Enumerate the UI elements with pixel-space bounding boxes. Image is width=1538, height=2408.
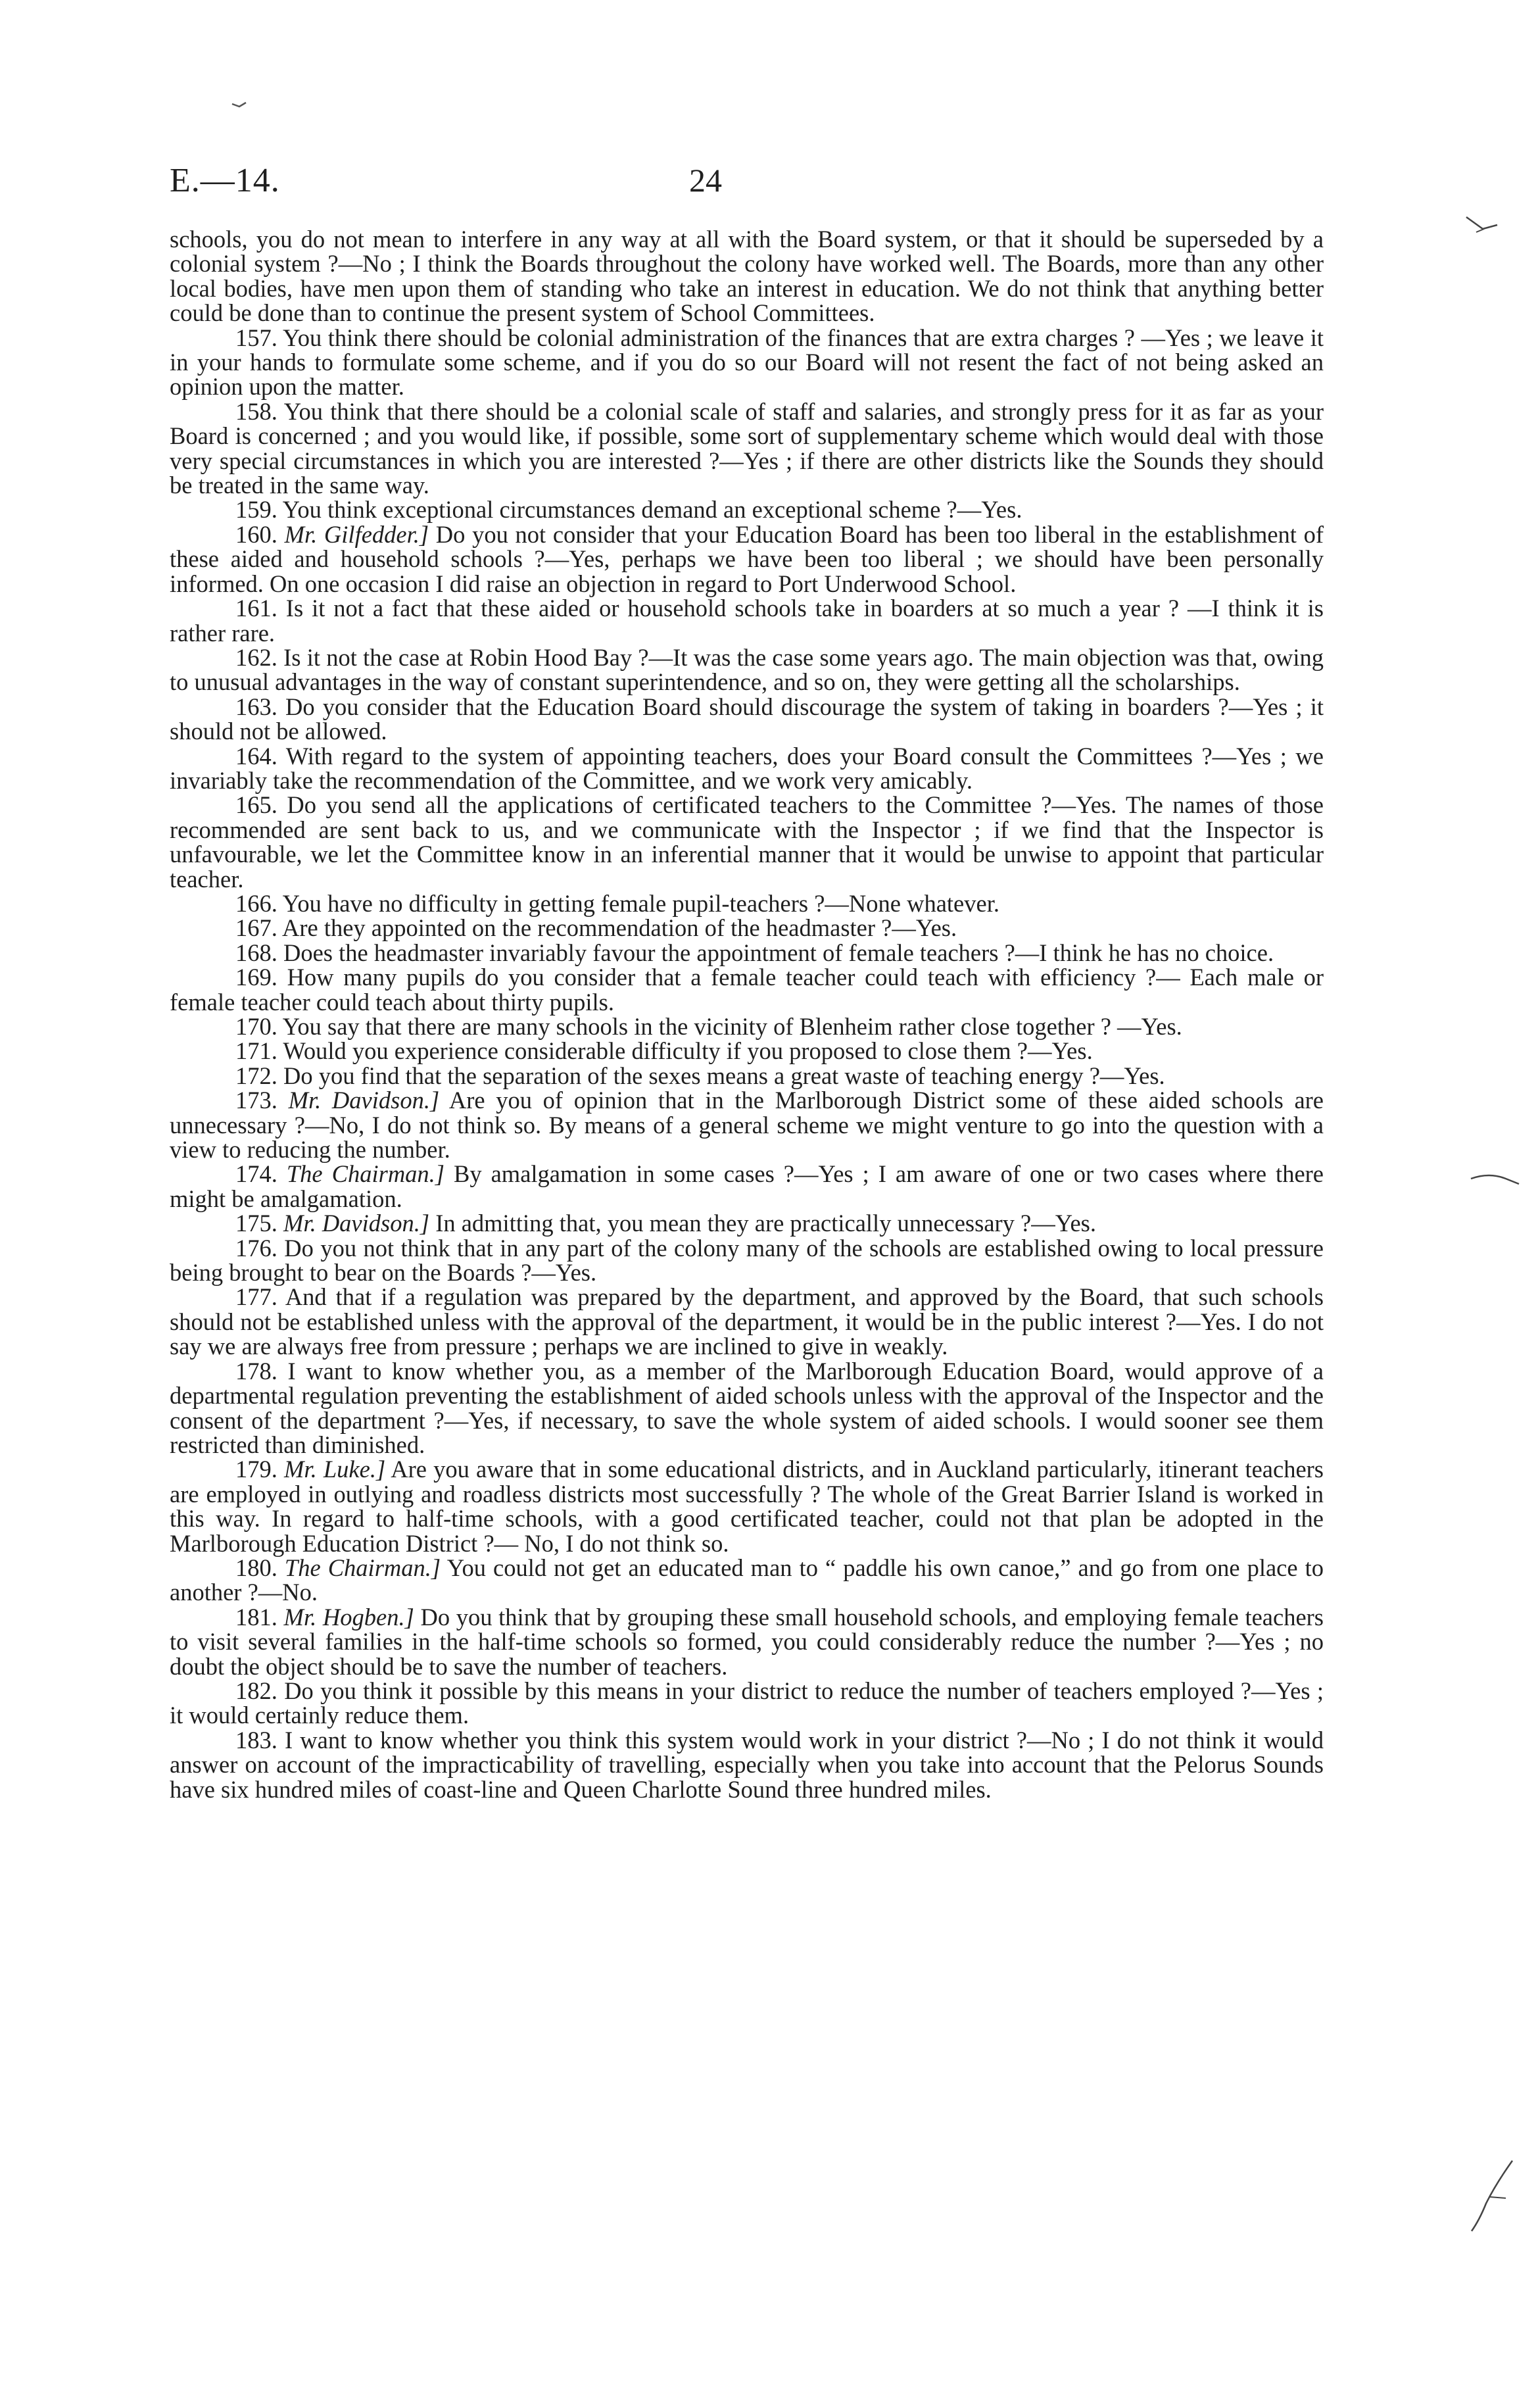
paragraph-text: With regard to the system of appointing teachers, does your Board consult the Committees ?—Yes ; we invariably take the recommendation of the Committee, and we work very amicably. [170, 742, 1324, 794]
question-number: 161. [235, 595, 277, 622]
question-number: 158. [235, 397, 277, 425]
question-number: 178. [235, 1357, 277, 1385]
question-number: 181. [235, 1603, 277, 1631]
question-number: 173. [235, 1087, 277, 1114]
paragraph-text: You say that there are many schools in the vicinity of Blenheim rather close together ? —Yes. [282, 1013, 1182, 1040]
question-174 [170, 1162, 1324, 1211]
paragraph-text: Are they appointed on the recommendation of the headmaster ?—Yes. [282, 914, 957, 942]
speaker-name: The Chairman.] [284, 1554, 441, 1581]
paragraph-text: Do you consider that the Education Board should discourage the system of taking in boarders ?—Yes ; it should not be allowed. [170, 693, 1324, 745]
question-182 [170, 1679, 1324, 1728]
question-169 [170, 965, 1324, 1014]
question-176 [170, 1236, 1324, 1285]
question-158 [170, 399, 1324, 498]
paragraph-text: Do you send all the applications of certificated teachers to the Committee ?—Yes. The names of those recommended are sent back to us, and we communicate with the Inspector ; if we find that the Inspector is unfavourable, we let the Committee know in an inferential manner that it would be unwise to appoint that particular teacher. [170, 791, 1324, 893]
paragraph-text: Is it not a fact that these aided or household schools take in boarders at so much a year ? —I think it is rather rare. [170, 595, 1324, 647]
paragraph-text: Are you aware that in some educational districts, and in Auckland particularly, itinerant teachers are employed in outlying and roadless districts most successfully ? The whole of the Great Barrier Island is worked in this way. In regard to half-time schools, with a good certificated teacher, could not that plan be adopted in the Marlborough Education District ?— No, I do not think so. [170, 1456, 1324, 1557]
question-179 [170, 1457, 1324, 1556]
question-number: 169. [235, 964, 277, 991]
paragraph-text: You could not get an educated man to “ paddle his own canoe,” and go from one place to another ?—No. [170, 1554, 1324, 1606]
paragraph-text: You have no difficulty in getting female pupil-teachers ?—None whatever. [282, 889, 999, 917]
question-number: 163. [235, 693, 277, 720]
paragraph-text: Do you think that by grouping these small household schools, and employing female teachers to visit several families in the half-time schools so formed, you could considerably reduce the number ?—Yes ; no doubt the object should be to save the number of teachers. [170, 1603, 1324, 1680]
question-number: 177. [235, 1283, 277, 1311]
margin-tick-mark [1463, 209, 1502, 249]
paragraph-text: Do you not consider that your Education Board has been too liberal in the establishment of these aided and household schools ?—Yes, perhaps we have been too liberal ; we should have been personally informed. On one occasion I did raise an objection in regard to Port Underwood School. [170, 520, 1324, 597]
question-167 [170, 916, 1324, 940]
speaker-name: Mr. Davidson.] [283, 1210, 430, 1237]
question-172 [170, 1064, 1324, 1088]
paragraph-continuation [170, 227, 1324, 326]
question-number: 162. [235, 643, 277, 671]
question-number: 170. [235, 1013, 277, 1040]
paragraph-text: Is it not the case at Robin Hood Bay ?—It was the case some years ago. The main objection was that, owing to unusual advantages in the way of constant superintendence, and so on, they were getting all the scholarships. [170, 643, 1324, 696]
paragraph-text: Do you think it possible by this means in your district to reduce the number of teachers employed ?—Yes ; it would certainly reduce them. [170, 1677, 1324, 1729]
question-171 [170, 1039, 1324, 1063]
question-163 [170, 695, 1324, 744]
question-178 [170, 1359, 1324, 1458]
margin-dash-mark [1470, 1171, 1522, 1191]
question-number: 165. [235, 791, 277, 819]
question-number: 164. [235, 742, 277, 770]
document-reference: E.—14. [170, 162, 280, 199]
question-166 [170, 891, 1324, 916]
question-181 [170, 1605, 1324, 1679]
question-number: 176. [235, 1234, 277, 1262]
question-162 [170, 645, 1324, 695]
paragraph-text: I want to know whether you, as a member of the Marlborough Education Board, would approve of a departmental regulation preventing the establishment of aided schools unless with the approval of the Inspector and the consent of the department ?—Yes, if necessary, to save the whole system of aided schools. I would sooner see them restricted than diminished. [170, 1357, 1324, 1458]
paragraph-text: You think that there should be a colonial scale of staff and salaries, and strongly press for it as far as your Board is concerned ; and you would like, if possible, some sort of supplementary scheme which would deal with those very special circumstances in which you are interested ?—Yes ; if there are other districts like the Sounds they should be treated in the same way. [170, 397, 1324, 499]
question-173 [170, 1088, 1324, 1162]
question-164 [170, 744, 1324, 793]
question-number: 160. [235, 520, 277, 548]
question-number: 157. [235, 324, 277, 351]
paragraph-text: How many pupils do you consider that a female teacher could teach with efficiency ?— Each male or female teacher could teach about thirty pupils. [170, 964, 1324, 1016]
speaker-name: Mr. Hogben.] [283, 1603, 414, 1631]
speaker-name: The Chairman.] [286, 1160, 445, 1188]
question-number: 167. [235, 914, 277, 942]
question-number: 168. [235, 939, 277, 966]
top-speck-mark [230, 99, 250, 112]
paragraph-text: schools, you do not mean to interfere in any way at all with the Board system, or that it should be superseded by a colonial system ?—No ; I think the Boards throughout the colony have worked well. The Boards, more than any other local bodies, have men upon them of standing who take an interest in education. We do not think that anything better could be done than to continue the present system of School Committees. [170, 226, 1324, 327]
speaker-name: Mr. Davidson.] [288, 1087, 440, 1114]
paragraph-text: Do you not think that in any part of the colony many of the schools are established owing to local pressure being brought to bear on the Boards ?—Yes. [170, 1234, 1324, 1287]
question-160 [170, 522, 1324, 596]
question-161 [170, 596, 1324, 645]
question-number: 180. [235, 1554, 277, 1581]
paragraph-text: Would you experience considerable difficulty if you proposed to close them ?—Yes. [283, 1037, 1093, 1065]
paragraph-text: You think exceptional circumstances demand an exceptional scheme ?—Yes. [282, 496, 1022, 524]
question-number: 182. [235, 1677, 277, 1704]
paragraph-text: You think there should be colonial administration of the finances that are extra charges ? —Yes ; we leave it in your hands to formulate some scheme, and if you do so our Board will not resent the fact of not being asked an opinion upon the matter. [170, 324, 1324, 401]
paragraph-text: Are you of opinion that in the Marlborough District some of these aided schools are unnecessary ?—No, I do not think so. By means of a general scheme we might venture to go into the question with a view to reducing the number. [170, 1087, 1324, 1164]
question-183 [170, 1728, 1324, 1802]
question-157 [170, 326, 1324, 399]
question-177 [170, 1285, 1324, 1358]
question-number: 183. [235, 1726, 277, 1754]
paragraph-text: By amalgamation in some cases ?—Yes ; I am aware of one or two cases where there might be amalgamation. [170, 1160, 1324, 1212]
question-number: 159. [235, 496, 277, 524]
speaker-name: Mr. Luke.] [284, 1456, 386, 1483]
paragraph-text: Does the headmaster invariably favour the appointment of female teachers ?—I think he has no choice. [283, 939, 1274, 966]
question-number: 166. [235, 889, 277, 917]
question-180 [170, 1556, 1324, 1605]
question-170 [170, 1014, 1324, 1039]
paragraph-text: In admitting that, you mean they are practically unnecessary ?—Yes. [435, 1210, 1096, 1237]
question-165 [170, 793, 1324, 891]
paragraph-text: I want to know whether you think this system would work in your district ?—No ; I do not think it would answer on account of the impracticability of travelling, especially when you take into account that the Pelorus Sounds have six hundred miles of coast-line and Queen Charlotte Sound three hundred miles. [170, 1726, 1324, 1803]
question-159 [170, 497, 1324, 522]
question-168 [170, 941, 1324, 965]
question-number: 174. [235, 1160, 277, 1188]
paragraph-text: Do you find that the separation of the sexes means a great waste of teaching energy ?—Yes. [283, 1062, 1165, 1089]
body-text [170, 227, 1324, 1802]
page-number: 24 [689, 162, 722, 199]
question-number: 179. [235, 1456, 277, 1483]
question-number: 171. [235, 1037, 277, 1065]
page-header [170, 161, 1347, 214]
question-number: 172. [235, 1062, 277, 1089]
question-175 [170, 1211, 1324, 1235]
question-number: 175. [235, 1210, 277, 1237]
paragraph-text: And that if a regulation was prepared by the department, and approved by the Board, that such schools should not be established unless with the approval of the department, it would be in the public interest ?—Yes. I do not say we are always free from pressure ; perhaps we are inclined to give in weakly. [170, 1283, 1324, 1360]
margin-slash-mark [1466, 2157, 1519, 2236]
speaker-name: Mr. Gilfedder.] [284, 520, 429, 548]
